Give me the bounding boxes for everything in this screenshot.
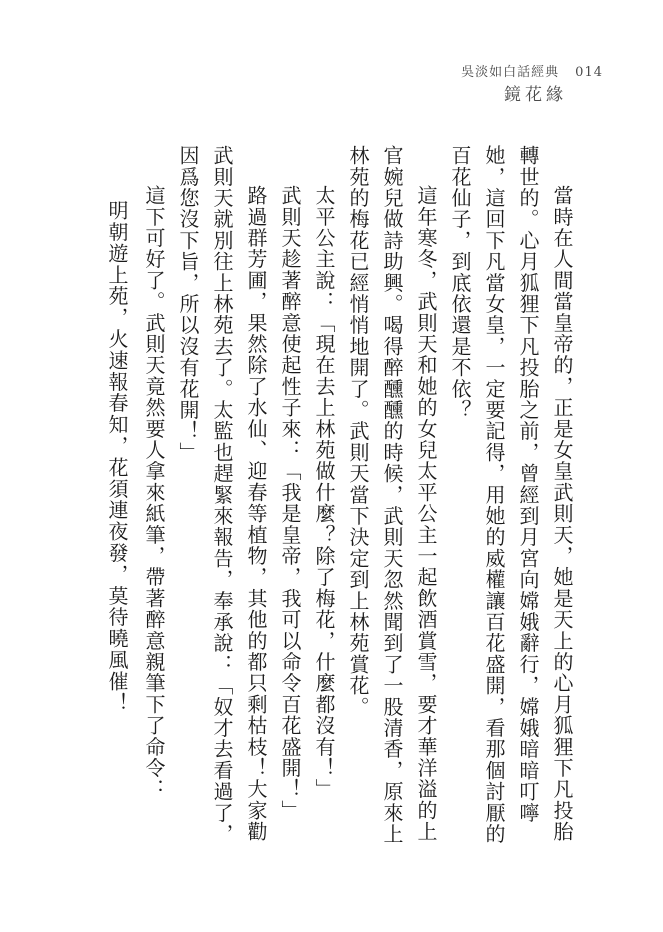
page-header	[461, 64, 603, 106]
paragraph-6: 這下可好了。武則天竟然要人拿來紙筆，帶著醉意親筆下了命令：	[142, 185, 166, 800]
decree-poem: 明朝遊上苑，火速報春知，花須連夜發，莫待曉風催！	[105, 200, 129, 714]
paragraph-3: 太平公主說：「現在去上林苑做什麼？除了梅花，什麼都沒有！」	[312, 185, 336, 800]
book-title: 吳淡如白話經典	[461, 65, 560, 80]
running-head	[461, 64, 603, 82]
paragraph-1: 當時在人間當皇帝的，正是女皇武則天，她是天上的心月狐狸下凡投胎轉世的。心月狐狸下凡投胎之前，曾經到月宮向嫦娥辭行，嫦娥暗暗叮嚀她，這回下凡當女皇，一定要記得，用她的威權讓百花盛開，看那個討厭的百花仙子，到底依還是不依？	[448, 145, 574, 845]
body-text	[137, 145, 579, 855]
paragraph-4: 武則天趁著醉意使起性子來：「我是皇帝，我可以命令百花盛開！」	[278, 185, 302, 821]
chapter-title: 鏡花緣	[504, 85, 567, 105]
page-number: 014	[575, 65, 603, 80]
paragraph-5: 路過群芳圃，果然除了水仙、迎春等植物，其他的都只剩枯枝！大家勸武則天就別往上林苑去了。太監也趕緊來報告，奉承說：「奴才去看過了，因爲您沒下旨，所以沒有花開！」	[176, 145, 268, 845]
paragraph-2: 這年寒冬，武則天和她的女兒太平公主一起飲酒賞雪，要才華洋溢的上官婉兒做詩助興。喝得醉醺醺的時候，武則天忽然聞到了一股清香，原來上林苑的梅花已經悄悄地開了。武則天當下決定到上林苑賞花。	[346, 145, 438, 845]
